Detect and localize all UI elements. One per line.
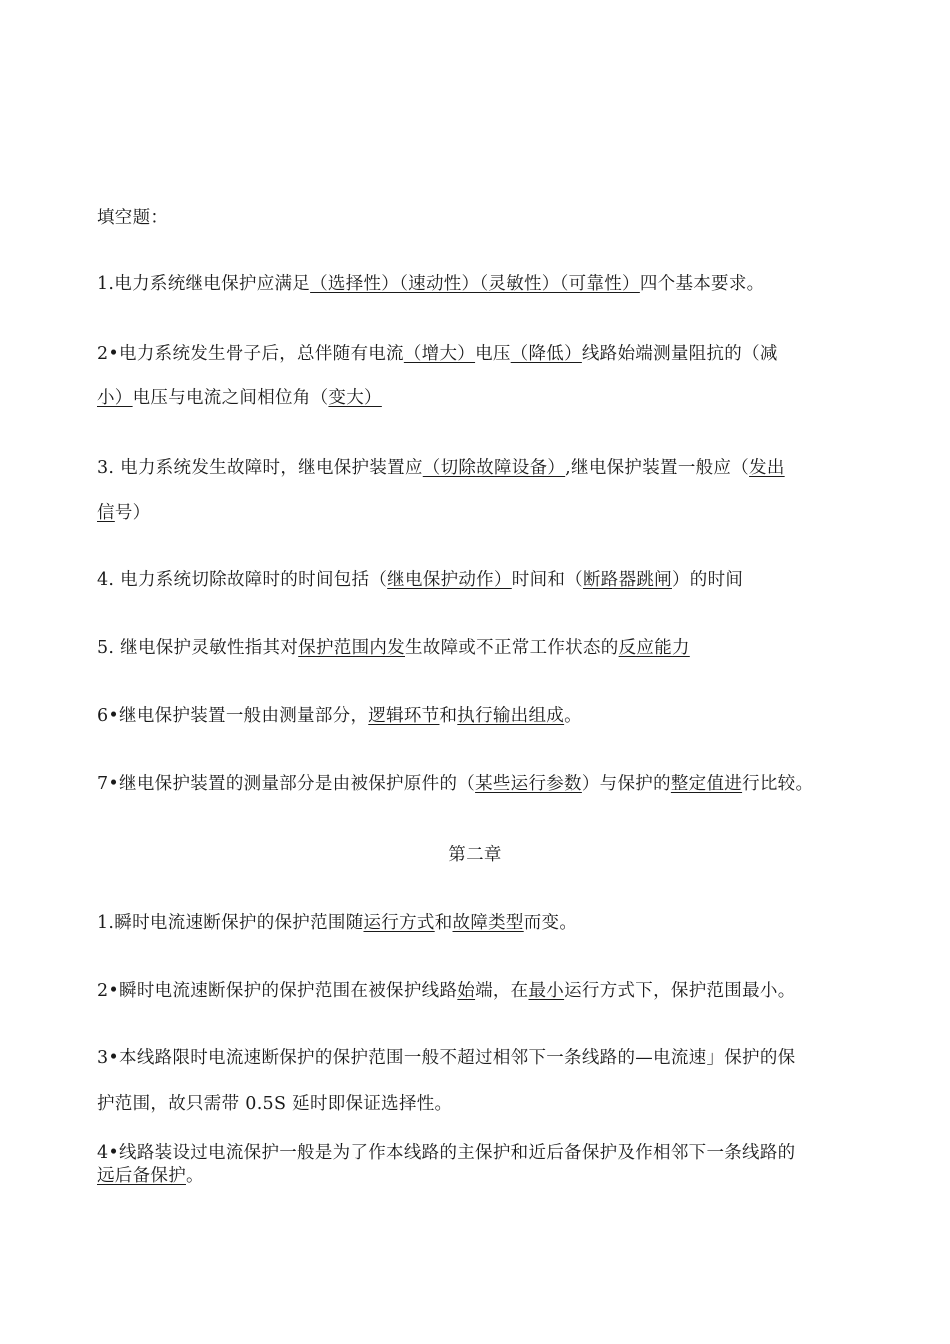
answer: 某些运行参数 [475, 774, 582, 794]
answer: 信 [97, 503, 115, 523]
answer: 变大） [328, 388, 382, 408]
answer: 远后备保护 [97, 1166, 186, 1186]
answer: 运行方式 [363, 913, 435, 933]
question-3-cont: 信号） [97, 503, 151, 523]
answer: 整定值进 [670, 774, 743, 794]
ch2-question-2: 2•瞬时电流速断保护的保护范围在被保护线路始端，在最小运行方式下，保护范围最小。 [97, 981, 796, 1001]
question-3: 3. 电力系统发生故障时，继电保护装置应（切除故障设备）,继电保护装置一般应（发出 [97, 458, 785, 478]
answer: （增大） [403, 344, 476, 364]
question-2: 2•电力系统发生骨子后，总伴随有电流（增大）电压（降低）线路始端测量阻抗的（减 [97, 344, 778, 364]
answer: （降低） [510, 344, 582, 364]
section-heading: 填空题： [97, 208, 169, 228]
question-1: 1.电力系统继电保护应满足（选择性）（速动性）（灵敏性）（可靠性）四个基本要求。 [97, 274, 765, 294]
chapter-title: 第二章 [448, 845, 502, 865]
answer: 反应能力 [618, 638, 690, 658]
answer: 断路器跳闸 [582, 570, 672, 590]
ch2-question-3: 3•本线路限时电流速断保护的保护范围一般不超过相邻下一条线路的—电流速」保护的保 [97, 1048, 796, 1068]
answer: 故障类型 [452, 913, 524, 933]
answer: 小） [97, 388, 133, 408]
answer: （切除故障设备） [422, 458, 566, 478]
answer: 逻辑环节 [368, 706, 440, 726]
answer: 继电保护动作） [387, 570, 512, 590]
ch2-question-4: 4•线路装设过电流保护一般是为了作本线路的主保护和近后备保护及作相邻下一条线路的 [97, 1143, 796, 1163]
question-6: 6•继电保护装置一般由测量部分，逻辑环节和执行输出组成。 [97, 706, 582, 726]
answer: 保护范围内发 [298, 638, 405, 658]
question-5: 5. 继电保护灵敏性指其对保护范围内发生故障或不正常工作状态的反应能力 [97, 638, 690, 658]
answer: 始 [457, 981, 476, 1001]
answer: 发出 [749, 458, 785, 478]
question-2-cont: 小）电压与电流之间相位角（变大） [97, 388, 382, 408]
answer: 最小 [528, 981, 565, 1001]
ch2-question-4-cont: 远后备保护。 [97, 1166, 204, 1186]
question-7: 7•继电保护装置的测量部分是由被保护原件的（某些运行参数）与保护的整定值进行比较。 [97, 774, 814, 794]
question-4: 4. 电力系统切除故障时的时间包括（继电保护动作）时间和（断路器跳闸）的时间 [97, 570, 744, 590]
answer: （选择性）（速动性）（灵敏性）（可靠性） [310, 274, 640, 294]
ch2-question-3-cont: 护范围，故只需带 0.5S 延时即保证选择性。 [97, 1094, 453, 1114]
ch2-question-1: 1.瞬时电流速断保护的保护范围随运行方式和故障类型而变。 [97, 913, 578, 933]
answer: 执行输出组成 [457, 706, 565, 726]
